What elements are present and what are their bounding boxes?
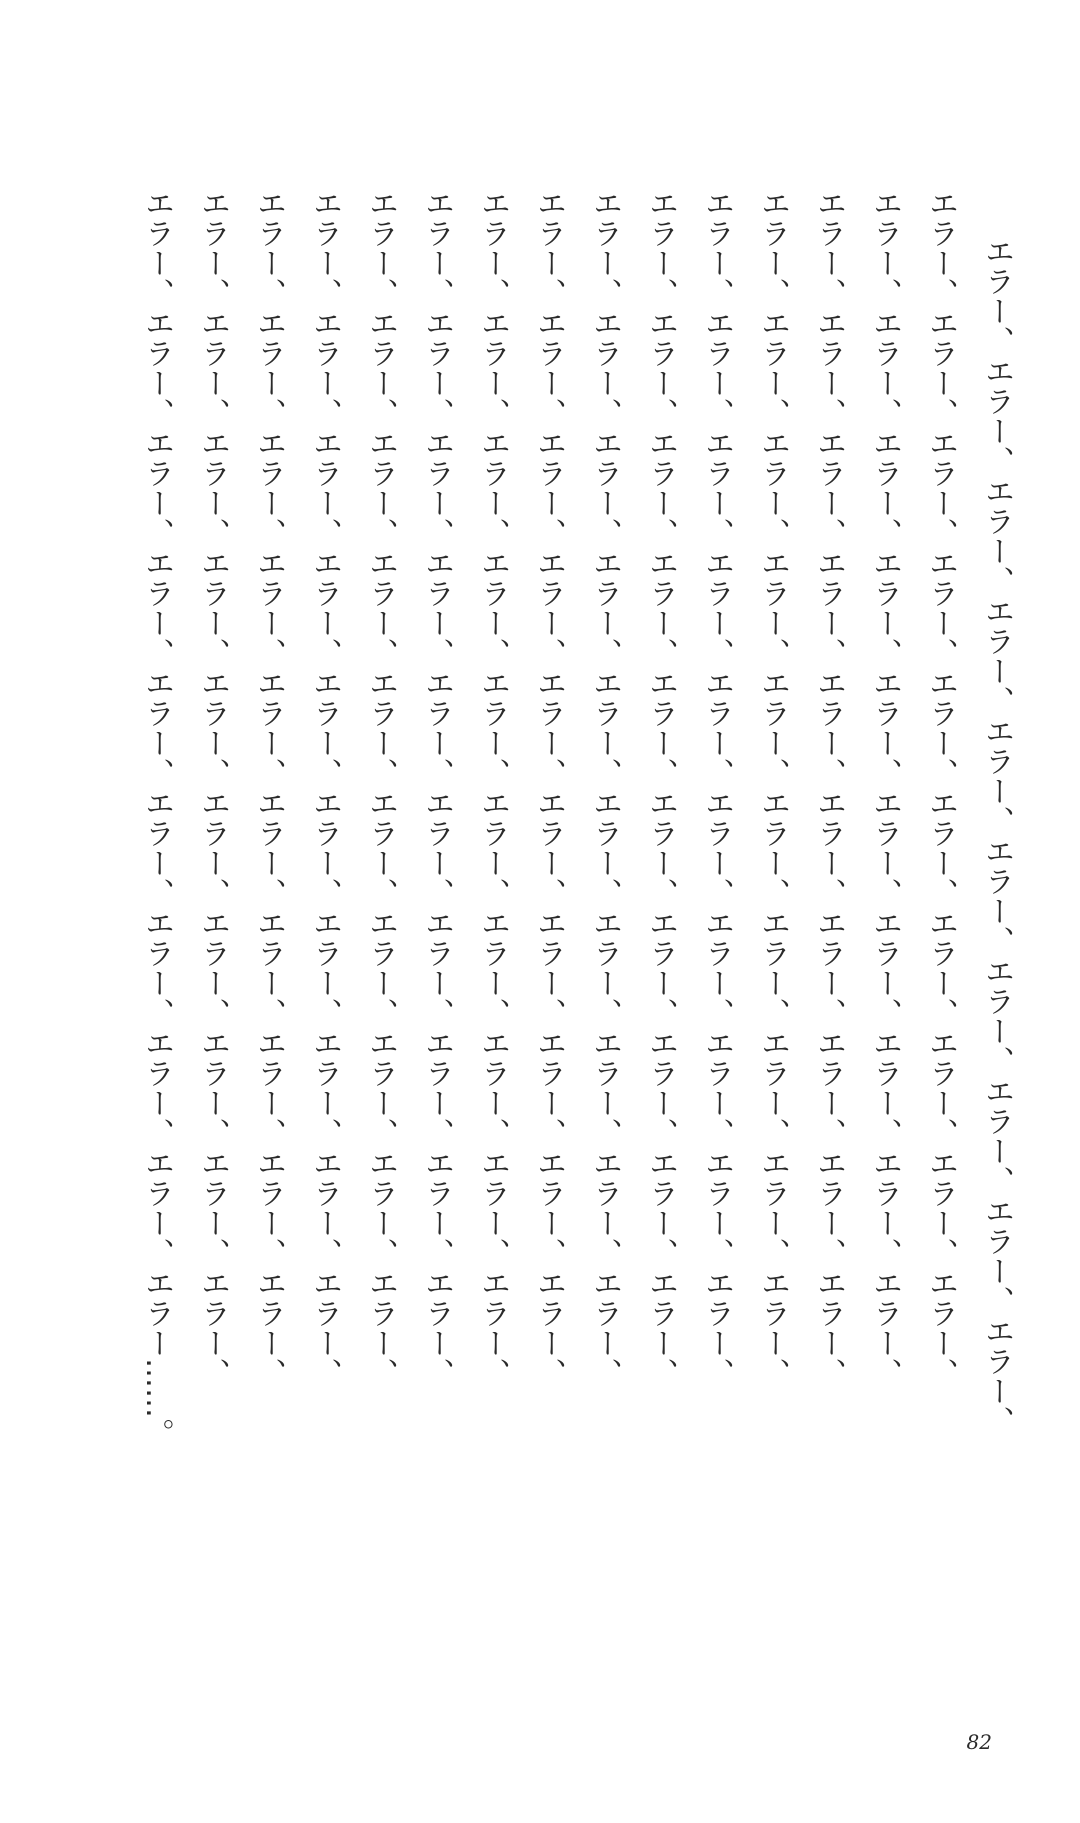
vertical-text-block: [128, 188, 1024, 1668]
text-column: エラー、エラー、エラー、エラー、エラー、エラー、エラー、エラー、エラー、エラー、: [867, 188, 902, 1388]
text-column: エラー、エラー、エラー、エラー、エラー、エラー、エラー、エラー、エラー、エラー、: [419, 188, 454, 1388]
text-column: エラー、エラー、エラー、エラー、エラー、エラー、エラー、エラー、エラー、エラー、: [363, 188, 398, 1388]
text-column: エラー、エラー、エラー、エラー、エラー、エラー、エラー、エラー、エラー、エラー、: [923, 188, 958, 1388]
text-column: エラー、エラー、エラー、エラー、エラー、エラー、エラー、エラー、エラー、エラー、: [643, 188, 678, 1388]
text-column: エラー、エラー、エラー、エラー、エラー、エラー、エラー、エラー、エラー、エラー、: [251, 188, 286, 1388]
text-column: エラー、エラー、エラー、エラー、エラー、エラー、エラー、エラー、エラー、エラー、: [307, 188, 342, 1388]
text-column: エラー、エラー、エラー、エラー、エラー、エラー、エラー、エラー、エラー、エラー、: [475, 188, 510, 1388]
text-column: エラー、エラー、エラー、エラー、エラー、エラー、エラー、エラー、エラー、エラー、: [699, 188, 734, 1388]
page-number: 82: [966, 1730, 992, 1754]
text-column: エラー、エラー、エラー、エラー、エラー、エラー、エラー、エラー、エラー、エラー、: [587, 188, 622, 1388]
text-column: エラー、エラー、エラー、エラー、エラー、エラー、エラー、エラー、エラー、エラー……。: [139, 188, 174, 1448]
text-column: エラー、エラー、エラー、エラー、エラー、エラー、エラー、エラー、エラー、エラー、: [531, 188, 566, 1388]
text-column: エラー、エラー、エラー、エラー、エラー、エラー、エラー、エラー、エラー、エラー、: [811, 188, 846, 1388]
text-column: エラー、エラー、エラー、エラー、エラー、エラー、エラー、エラー、エラー、エラー、: [979, 236, 1014, 1436]
text-column: エラー、エラー、エラー、エラー、エラー、エラー、エラー、エラー、エラー、エラー、: [195, 188, 230, 1388]
text-column: エラー、エラー、エラー、エラー、エラー、エラー、エラー、エラー、エラー、エラー、: [755, 188, 790, 1388]
